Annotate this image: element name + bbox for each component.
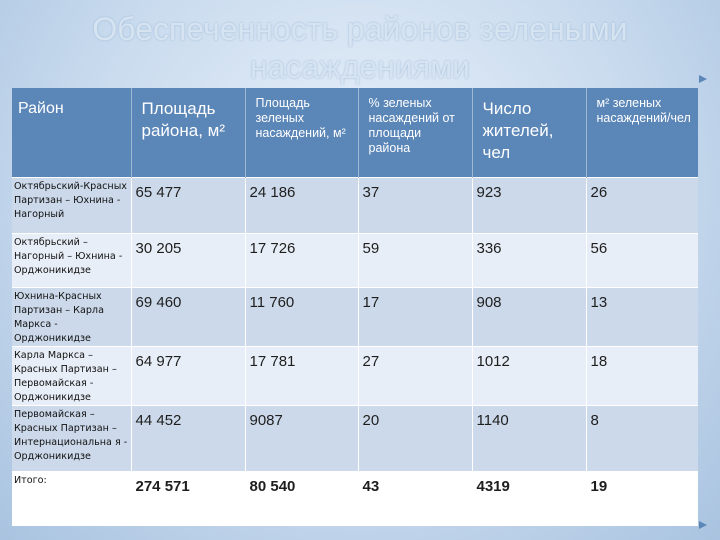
cell-district: Итого: — [12, 472, 131, 526]
cell-per-person: 13 — [586, 288, 698, 347]
bottom-right-arrow-icon — [698, 520, 708, 530]
green-spaces-table — [12, 88, 698, 526]
cell-residents: 336 — [472, 234, 586, 288]
cell-green-area: 11 760 — [245, 288, 358, 347]
cell-green-area: 17 781 — [245, 347, 358, 406]
table-row — [12, 347, 698, 406]
cell-green-percent: 27 — [358, 347, 472, 406]
header-green-percent: % зеленых насаждений от площади района — [358, 88, 472, 178]
slide-title-line-1: Обеспеченность районов зелеными — [92, 11, 628, 47]
cell-per-person: 18 — [586, 347, 698, 406]
cell-area: 44 452 — [131, 406, 245, 472]
cell-district: Октябрьский-Красных Партизан – Юхнина - Нагорный — [12, 178, 131, 234]
top-right-arrow-icon — [698, 74, 708, 84]
cell-residents: 908 — [472, 288, 586, 347]
cell-green-percent: 17 — [358, 288, 472, 347]
table-row — [12, 406, 698, 472]
cell-per-person: 8 — [586, 406, 698, 472]
cell-area: 30 205 — [131, 234, 245, 288]
cell-residents: 1012 — [472, 347, 586, 406]
cell-per-person: 19 — [586, 472, 698, 526]
header-district: Район — [12, 88, 131, 178]
cell-district: Юхнина-Красных Партизан – Карла Маркса - Орджоникидзе — [12, 288, 131, 347]
cell-district: Карла Маркса – Красных Партизан – Первомайская - Орджоникидзе — [12, 347, 131, 406]
table-row — [12, 234, 698, 288]
table-row — [12, 178, 698, 234]
cell-residents: 1140 — [472, 406, 586, 472]
table-row — [12, 288, 698, 347]
header-residents: Число жителей, чел — [472, 88, 586, 178]
slide-title — [0, 10, 720, 86]
cell-green-percent: 20 — [358, 406, 472, 472]
cell-green-percent: 59 — [358, 234, 472, 288]
cell-residents: 923 — [472, 178, 586, 234]
table-total-row — [12, 472, 698, 526]
cell-green-area: 17 726 — [245, 234, 358, 288]
cell-per-person: 56 — [586, 234, 698, 288]
cell-district: Первомайская – Красных Партизан – Интернациональна я - Орджоникидзе — [12, 406, 131, 472]
cell-green-area: 9087 — [245, 406, 358, 472]
cell-area: 65 477 — [131, 178, 245, 234]
cell-area: 69 460 — [131, 288, 245, 347]
cell-green-area: 24 186 — [245, 178, 358, 234]
cell-green-percent: 37 — [358, 178, 472, 234]
cell-residents: 4319 — [472, 472, 586, 526]
header-green-area: Площадь зеленых насаждений, м² — [245, 88, 358, 178]
table-header-row — [12, 88, 698, 178]
cell-per-person: 26 — [586, 178, 698, 234]
slide-title-line-2: насаждениями — [250, 49, 470, 85]
cell-green-area: 80 540 — [245, 472, 358, 526]
cell-area: 274 571 — [131, 472, 245, 526]
header-per-person: м² зеленых насаждений/чел — [586, 88, 698, 178]
cell-area: 64 977 — [131, 347, 245, 406]
header-area: Площадь района, м² — [131, 88, 245, 178]
cell-green-percent: 43 — [358, 472, 472, 526]
cell-district: Октябрьский – Нагорный – Юхнина - Орджоникидзе — [12, 234, 131, 288]
